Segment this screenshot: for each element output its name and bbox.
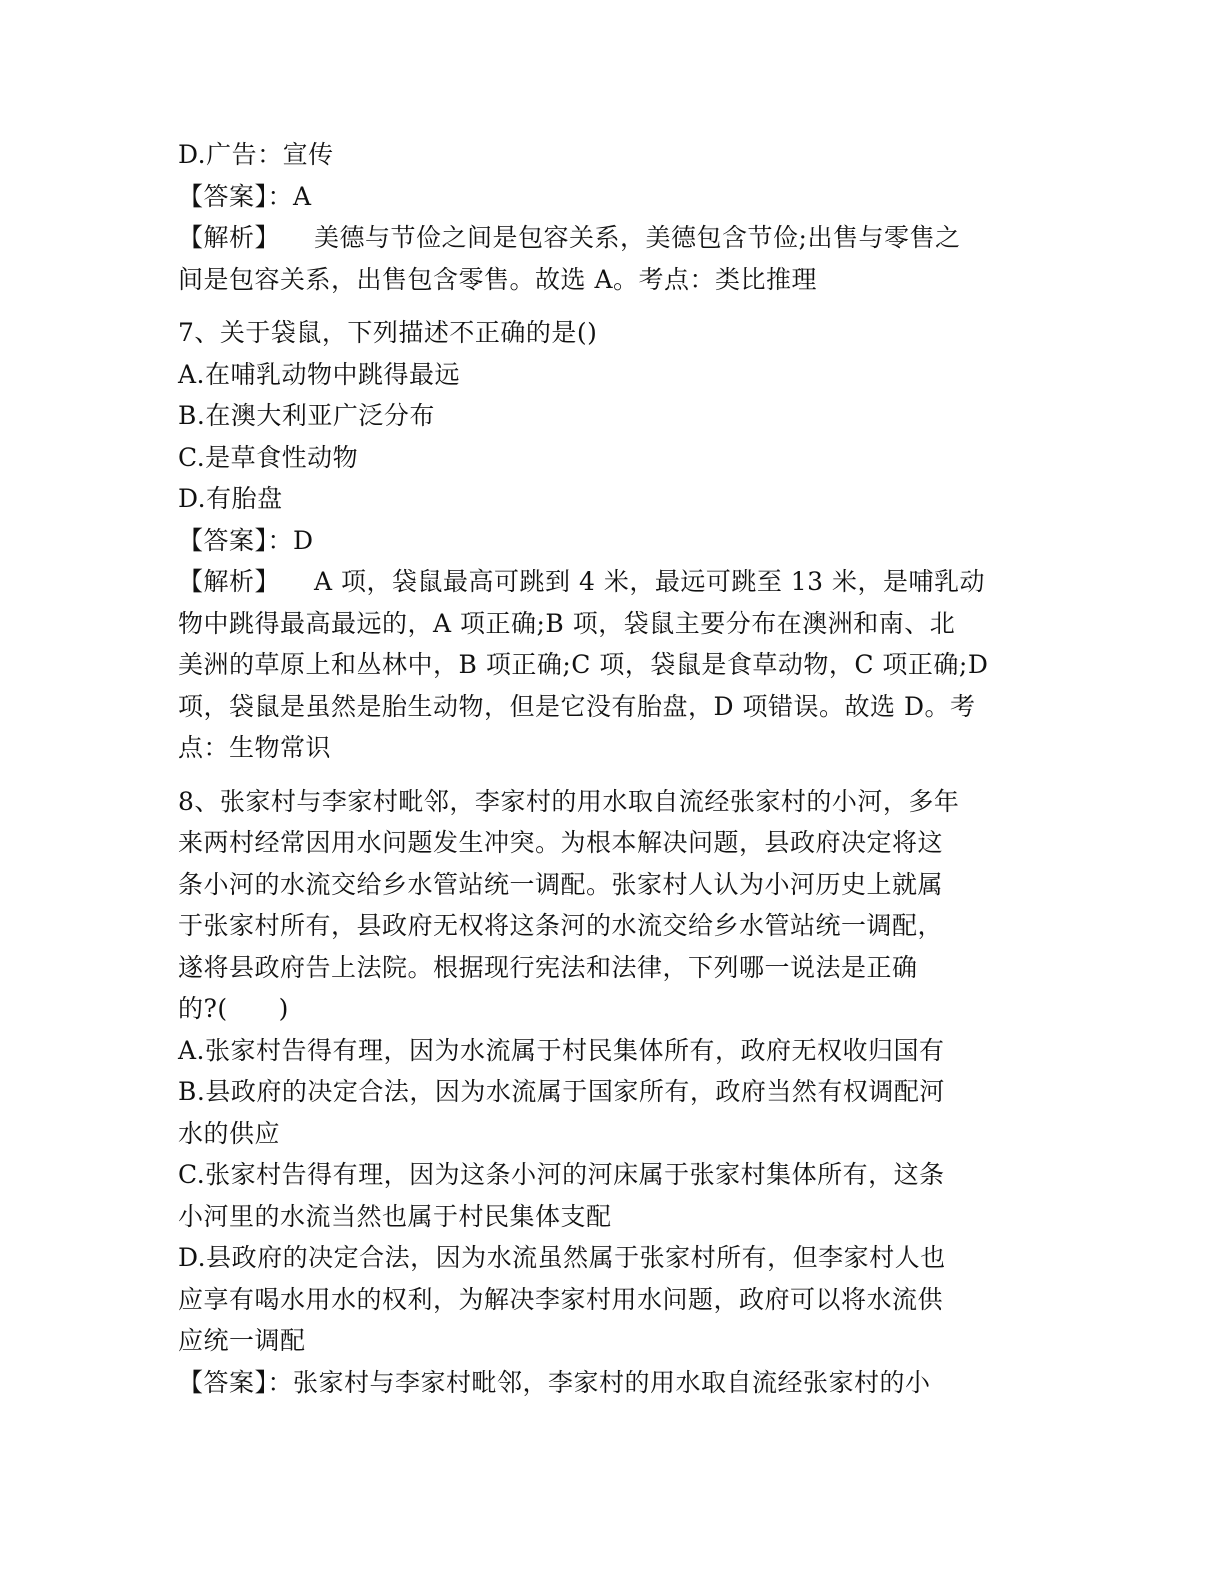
q7-option-d: D.有胎盘 bbox=[178, 484, 283, 513]
q6-analysis-line-1 bbox=[178, 217, 1048, 259]
document-page bbox=[178, 134, 1048, 1403]
q7-analysis-line-4: 项，袋鼠是虽然是胎生动物，但是它没有胎盘，D 项错误。故选 D。考 bbox=[178, 691, 976, 721]
q8-option-b-line-2: 水的供应 bbox=[178, 1118, 281, 1148]
q7-question: 7、关于袋鼠，下列描述不正确的是() bbox=[178, 318, 598, 347]
q7-analysis-line-5: 点：生物常识 bbox=[178, 733, 332, 762]
q6-option-d: D.广告：宣传 bbox=[178, 140, 334, 169]
q8-option-d-line-3: 应统一调配 bbox=[178, 1326, 306, 1355]
q8-option-c-line-1: C.张家村告得有理，因为这条小河的河床属于张家村集体所有，这条 bbox=[178, 1160, 945, 1189]
q8-answer: 【答案】：张家村与李家村毗邻，李家村的用水取自流经张家村的小 bbox=[178, 1367, 931, 1397]
q7-analysis-text-1: A 项，袋鼠最高可跳到 4 米，最远可跳至 13 米，是哺乳动 bbox=[314, 567, 986, 596]
q7-option-a: A.在哺乳动物中跳得最远 bbox=[178, 359, 461, 389]
q7-analysis-line-2: 物中跳得最高最远的，A 项正确;B 项，袋鼠主要分布在澳洲和南、北 bbox=[178, 608, 956, 638]
q7-answer: 【答案】：D bbox=[178, 525, 314, 555]
q8-option-d-line-2: 应享有喝水用水的权利，为解决李家村用水问题，政府可以将水流供 bbox=[178, 1284, 944, 1314]
q7-analysis-label: 【解析】 bbox=[178, 567, 281, 596]
q8-option-a: A.张家村告得有理，因为水流属于村民集体所有，政府无权收归国有 bbox=[178, 1035, 945, 1065]
q6-analysis-text-1: 美德与节俭之间是包容关系，美德包含节俭;出售与零售之 bbox=[314, 223, 961, 252]
q8-option-c-line-2: 小河里的水流当然也属于村民集体支配 bbox=[178, 1201, 612, 1231]
q6-answer: 【答案】：A bbox=[178, 181, 312, 211]
q8-question-line-2: 来两村经常因用水问题发生冲突。为根本解决问题，县政府决定将这 bbox=[178, 828, 944, 857]
q8-option-b-line-1: B.县政府的决定合法，因为水流属于国家所有，政府当然有权调配河 bbox=[178, 1077, 945, 1106]
q7-analysis-line-3: 美洲的草原上和丛林中，B 项正确;C 项，袋鼠是食草动物，C 项正确;D bbox=[178, 650, 989, 679]
q8-question-line-1: 8、张家村与李家村毗邻，李家村的用水取自流经张家村的小河，多年 bbox=[178, 786, 960, 816]
q8-question-line-6: 的?( ) bbox=[178, 994, 289, 1023]
q6-analysis-label: 【解析】 bbox=[178, 223, 281, 252]
q8-question-line-3: 条小河的水流交给乡水管站统一调配。张家村人认为小河历史上就属 bbox=[178, 869, 944, 899]
q7-option-c: C.是草食性动物 bbox=[178, 442, 359, 472]
q8-question-line-5: 遂将县政府告上法院。根据现行宪法和法律，下列哪一说法是正确 bbox=[178, 952, 918, 982]
q6-analysis-line-2: 间是包容关系，出售包含零售。故选 A。考点：类比推理 bbox=[178, 264, 818, 294]
q8-question-line-4: 于张家村所有，县政府无权将这条河的水流交给乡水管站统一调配， bbox=[178, 911, 944, 940]
q7-option-b: B.在澳大利亚广泛分布 bbox=[178, 401, 435, 430]
q8-option-d-line-1: D.县政府的决定合法，因为水流虽然属于张家村所有，但李家村人也 bbox=[178, 1243, 946, 1272]
q7-analysis-line-1 bbox=[178, 561, 1048, 603]
